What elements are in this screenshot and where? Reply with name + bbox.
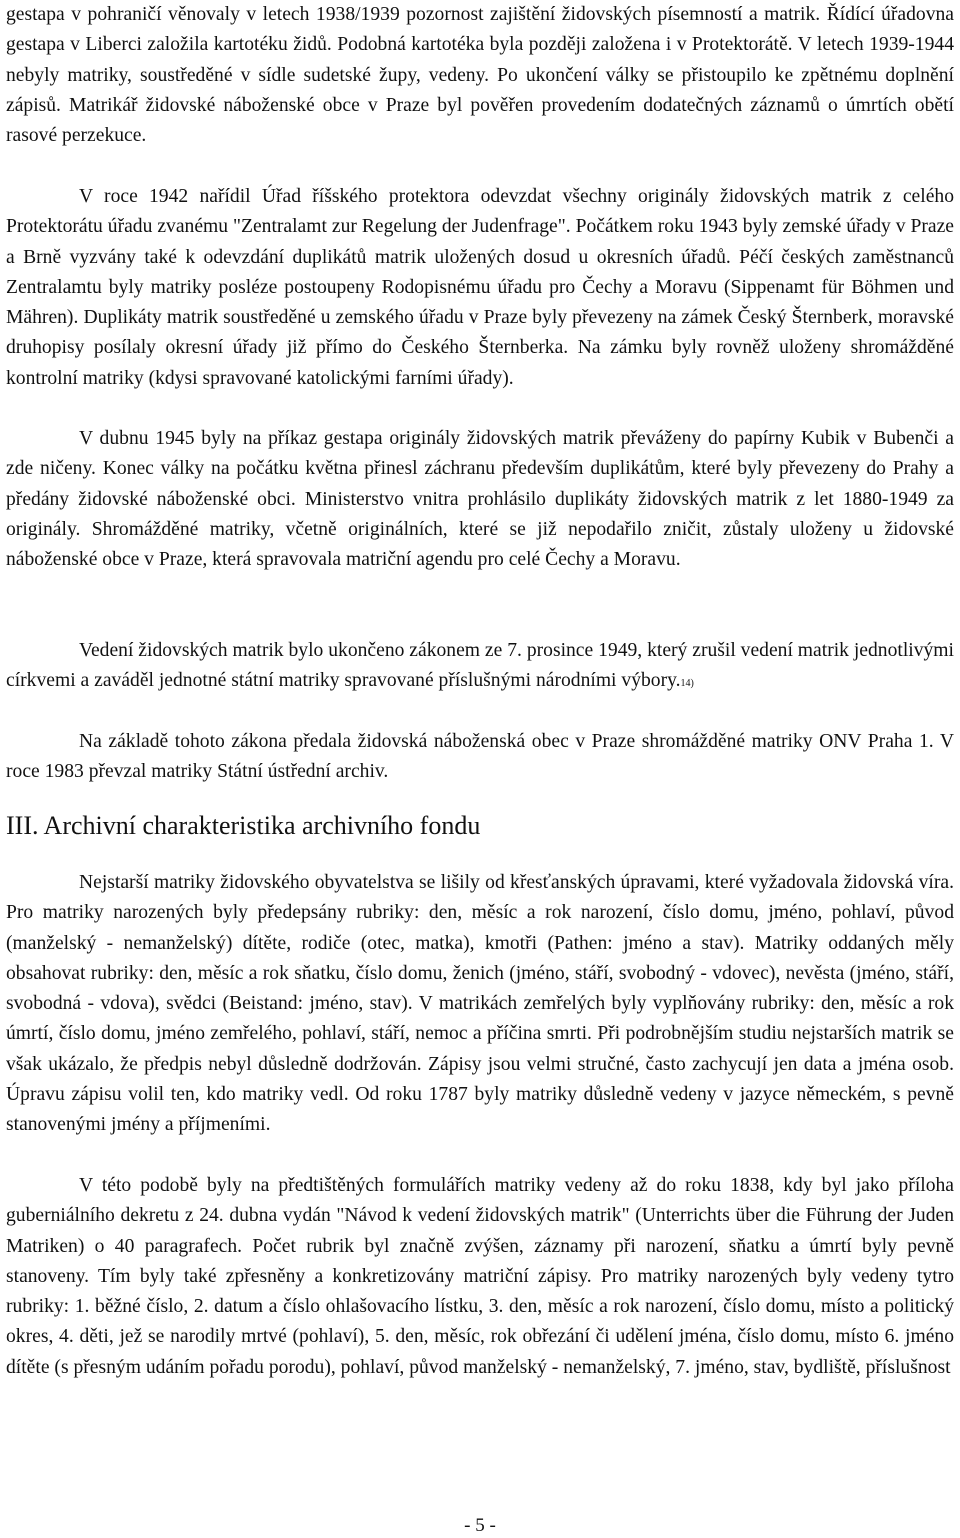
paragraph-1942-protectorate: V roce 1942 nařídil Úřad říšského protektora odevzdat všechny originály židovských matrik z celého Protektorátu úřadu zvanému "Zentralamt zur Regelung der Judenfrage". Počátkem roku 1943 byly zemské úřady v Praze a Brně vyzvány také k odevzdání duplikátů matrik uložených dosud u okresních úřadů. Péčí českých zaměstnanců Zentralamtu byly matriky posléze postoupeny Rodopisnému úřadu pro Čechy a Moravu (Sippenamt für Böhmen und Mähren). Duplikáty matrik soustředěné u zemského úřadu v Praze byly převezeny na zámek Český Šternberk, moravské druhopisy posílaly okresní úřady již přímo do Českého Šternberka. Na zámku byly rovněž uloženy shromážděné kontrolní matriky (kdysi spravované katolickými farními úřady). xyxy=(6,186,954,389)
paragraph-1838-instructions: V této podobě byly na předtištěných formulářích matriky vedeny až do roku 1838, kdy byl jako příloha guberniálního dekretu z 24. dubna vydán "Návod k vedení židovských matrik" (Unterrichts über die Führung der Juden Matriken) o 40 paragrafech. Počet rubrik byl značně zvýšen, záznamy při narození, sňatku a úmrtí byly pevně stanoveny. Tím byly také zpřesněny a konkretizovány matriční zápisy. Pro matriky narozených byly vedeny tytro rubriky: 1. běžné číslo, 2. datum a číslo ohlašovacího lístku, 3. den, měsíc a rok narození, číslo domu, místo a politický okres, 4. děti, jež se narodily mrtvé (pohlaví), 5. den, měsíc, rok obřezání či udělení jména, číslo domu, místo 6. jméno dítěte (s přesným udáním pořadu porodu), pohlaví, původ manželský - nemanželský, 7. jméno, stav, bydliště, příslušnost xyxy=(6,1175,954,1378)
paragraph-onv-transfer: Na základě tohoto zákona předala židovská náboženská obec v Praze shromážděné matriky ONV Praha 1. V roce 1983 převzal matriky Státní ústřední archiv. xyxy=(6,731,954,783)
paragraph-1949-law xyxy=(6,636,954,700)
page-number: - 5 - xyxy=(464,1515,496,1536)
paragraph-oldest-registers: Nejstarší matriky židovského obyvatelstva se lišily od křesťanských úpravami, které vyžadovala židovská víra. Pro matriky narozených byly předepsány rubriky: den, měsíc a rok narození, číslo domu, jméno, pohlaví, původ (manželský - nemanželský) dítěte, rodiče (otec, matka), kmotři (Pathen: jméno a stav). Matriky oddaných měly obsahovat rubriky: den, měsíc a rok sňatku, číslo domu, ženich (jméno, stáří, svobodný - vdovec), nevěsta (jméno, stáří, svobodná - vdova), svědci (Beistand: jméno, stav). V matrikách zemřelých byly vyplňovány rubriky: den, měsíc a rok úmrtí, číslo domu, jméno zemřelého, pohlaví, stáří, nemoc a příčina smrti. Při podrobnějším studiu nejstarších matrik se však ukázalo, že předpis nebyl důsledně dodržován. Zápisy jsou velmi stručné, často zachycují jen data a jména osob. Úpravu zápisu volil ten, kdo matriky vedl. Od roku 1787 byly matriky důsledně vedeny v jazyce německém, s pevně stanovenými jmény a příjmeními. xyxy=(6,872,954,1136)
footnote-ref: 14) xyxy=(680,678,694,690)
paragraph-1945-destruction: V dubnu 1945 byly na příkaz gestapa originály židovských matrik převáženy do papírny Kubik v Bubenči a zde ničeny. Konec války na počátku května přinesl záchranu především duplikátům, které byly převezeny do Prahy a předány židovské náboženské obci. Ministerstvo vnitra prohlásilo duplikáty židovských matrik z let 1880-1949 za originály. Shromážděné matriky, včetně originálních, které se již nepodařilo zničit, zůstaly uloženy u židovské náboženské obce v Praze, která spravovala matriční agendu pro celé Čechy a Moravu. xyxy=(6,428,954,571)
section-heading: III. Archivní charakteristika archivního fondu xyxy=(6,811,481,840)
paragraph-gestapo-border: gestapa v pohraničí věnovaly v letech 1938/1939 pozornost zajištění židovských písemností a matrik. Řídící úřadovna gestapa v Liberci založila kartotéku židů. Podobná kartotéka byla později založena i v Protektorátě. V letech 1939-1944 nebyly matriky, soustředěné v sídle sudetské župy, vedeny. Po ukončení války se přistoupilo ke zpětnému doplnění zápisů. Matrikář židovské náboženské obce v Praze byl pověřen provedením dodatečných záznamů o úmrtích obětí rasové perzekuce. xyxy=(6,4,954,147)
paragraph-1949-law-text: Vedení židovských matrik bylo ukončeno zákonem ze 7. prosince 1949, který zrušil vedení matrik jednotlivými církvemi a zaváděl jednotné státní matriky spravované příslušnými národními výbory. xyxy=(6,640,954,692)
